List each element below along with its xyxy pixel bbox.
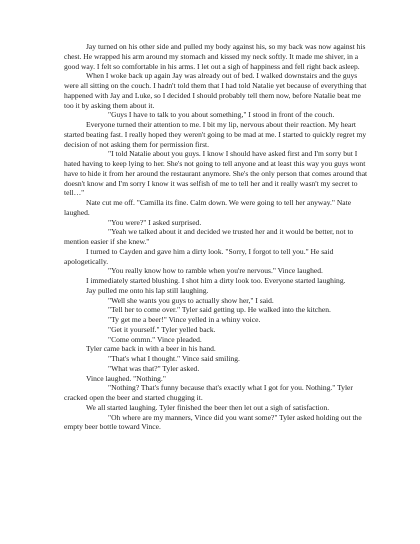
paragraph: When I woke back up again Jay was already out of bed. I walked downstairs and the guys were all sitting on the couch. I hadn't told them that I had told Natalie yet because of everything that happened with Jay and Luke, so I decided I should probably tell them now, before Natalie beat me too it by asking them about it.: [64, 71, 367, 110]
paragraph: Tyler came back in with a beer in his hand.: [86, 344, 216, 354]
paragraph: "Ty get me a beer!" Vince yelled in a whiny voice.: [108, 315, 261, 324]
paragraph: Nate cut me off. "Camilla its fine. Calm down. We were going to tell her anyway." Nate laughed.: [64, 198, 352, 217]
paragraph: I immediately started blushing. I shot him a dirty look too. Everyone started laughing.: [86, 276, 346, 285]
paragraph: "I told Natalie about you guys. I know I should have asked first and I'm sorry but I hated having to keep lying to her. She's not going to tell anyone and at least this way you guys wont have to hide it from her around the restaurant anymore. She's the only person that comes around that doesn't know and I'm sorry I know it was selfish of me to tell her and it really wasn't my secret to tell…": [64, 149, 368, 198]
paragraph: Everyone turned their attention to me. I bit my lip, nervous about their reaction. My heart started beating fast. I really hoped they weren't going to be mad at me. I started to quickly regret my decision of not asking them for permission first.: [64, 120, 367, 149]
paragraph: Vince laughed. "Nothing.": [86, 373, 166, 383]
paragraph: I turned to Cayden and gave him a dirty look. "Sorry, I forgot to tell you." He said apologetically.: [64, 246, 334, 266]
paragraph: Jay pulled me onto his lap still laughing.: [86, 285, 209, 295]
paragraph: We all started laughing. Tyler finished the beer then let out a sigh of satisfaction.: [86, 402, 330, 412]
paragraph: "You really know how to ramble when you're nervous." Vince laughed.: [108, 266, 323, 276]
paragraph: "Nothing? That's funny because that's exactly what I got for you. Nothing." Tyler cracked open the beer and started chugging it.: [64, 383, 353, 402]
paragraph: "Guys I have to talk to you about something," I stood in front of the couch.: [108, 110, 335, 120]
paragraph: "Well she wants you guys to actually show her," I said.: [108, 295, 274, 305]
paragraph: "You were?" I asked surprised.: [108, 217, 202, 227]
paragraph: "Come ommn." Vince pleaded.: [108, 334, 202, 344]
paragraph: "Oh where are my manners, Vince did you want some?" Tyler asked holding out the empty beer bottle toward Vince.: [64, 412, 362, 432]
paragraph: "What was that?" Tyler asked.: [108, 363, 200, 373]
paragraph: Jay turned on his other side and pulled my body against his, so my back was now against his chest. He wrapped his arm around my stomach and kissed my neck softly. It made me shiver, in a good way. I felt so comfortable in his arms. I let out a sigh of happiness and fell right back asleep.: [64, 42, 366, 71]
paragraph: "Yeah we talked about it and decided we trusted her and it would be better, not to mention easier if she knew.": [64, 227, 354, 246]
paragraph: "Tell her to come over." Tyler said getting up. He walked into the kitchen.: [108, 305, 331, 315]
paragraph: "That's what I thought." Vince said smiling.: [108, 354, 240, 363]
paragraph: "Get it yourself." Tyler yelled back.: [108, 324, 216, 334]
